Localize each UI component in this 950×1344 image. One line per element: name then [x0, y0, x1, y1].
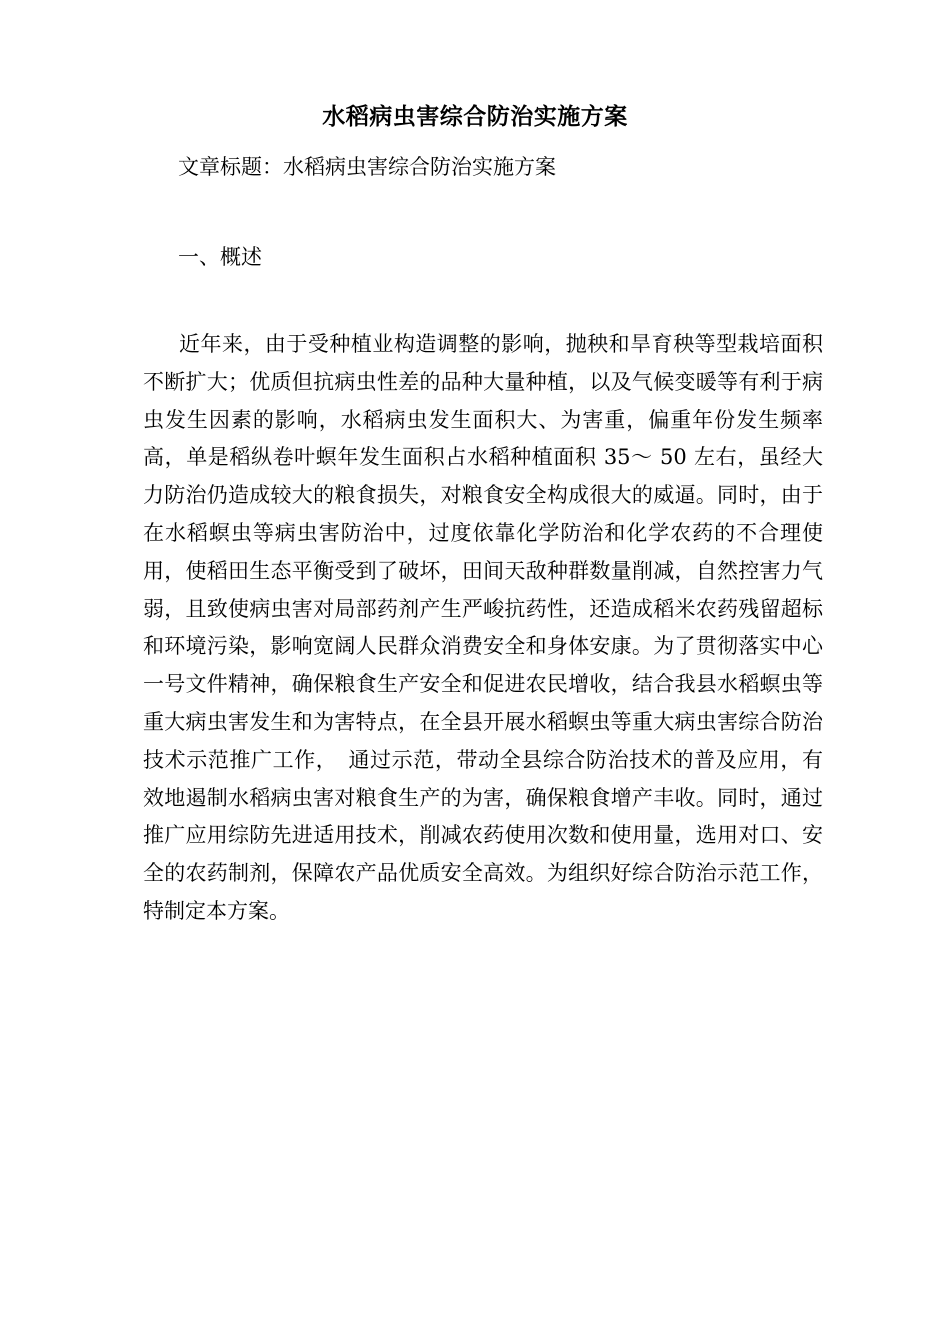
- body-paragraph: 近年来，由于受种植业构造调整的影响，抛秧和旱育秧等型栽培面积不断扩大；优质但抗病虫性差的品种大量种植，以及气候变暖等有利于病虫发生因素的影响，水稻病虫发生面积大、为害重，偏重年份发生频率高，单是稻纵卷叶螟年发生面积占水稻种植面积 35～ 50 左右，虽经大力防治仍造成较大的粮食损失，对粮食安全构成很大的威逼。同时，由于在水稻螟虫等病虫害防治中，过度依靠化学防治和化学农药的不合理使用，使稻田生态平衡受到了破坏，田间天敌种群数量削减，自然控害力气弱，且致使病虫害对局部药剂产生严峻抗药性，还造成稻米农药残留超标和环境污染，影响宽阔人民群众消费安全和身体安康。为了贯彻落实中心一号文件精神，确保粮食生产安全和促进农民增收，结合我县水稻螟虫等重大病虫害发生和为害特点，在全县开展水稻螟虫等重大病虫害综合防治技术示范推广工作， 通过示范，带动全县综合防治技术的普及应用，有效地遏制水稻病虫害对粮食生产的为害，确保粮食增产丰收。同时，通过推广应用综防先进适用技术，削减农药使用次数和使用量，选用对口、安全的农药制剂，保障农产品优质安全高效。为组织好综合防治示范工作，特制定本方案。: [143, 332, 823, 923]
- section-heading-overview: 一、概述: [178, 245, 262, 269]
- document-title: 水稻病虫害综合防治实施方案: [322, 103, 628, 130]
- article-subtitle: 文章标题：水稻病虫害综合防治实施方案: [178, 155, 556, 179]
